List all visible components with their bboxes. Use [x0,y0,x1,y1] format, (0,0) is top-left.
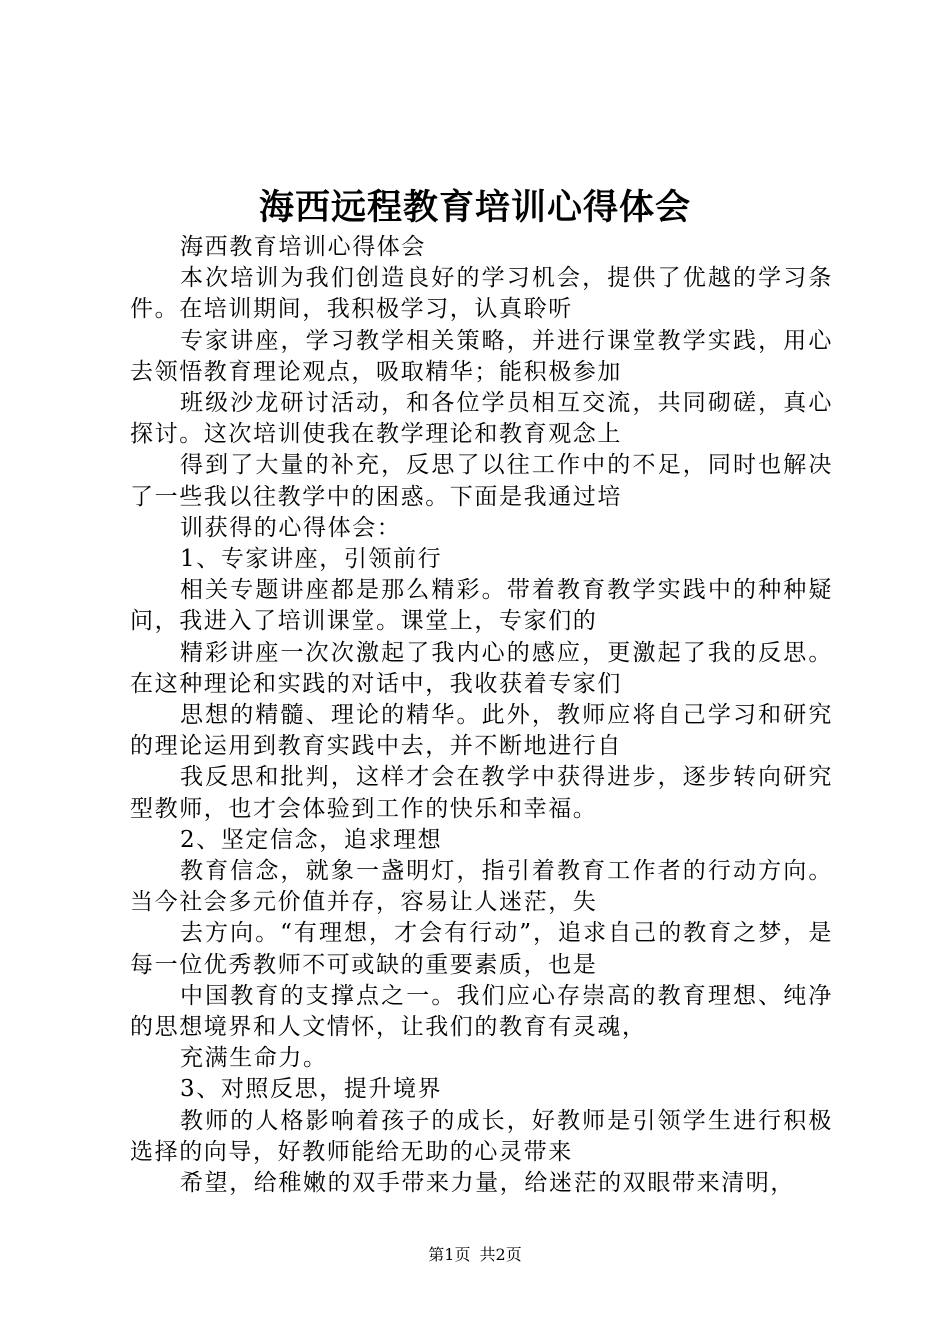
paragraph: 去方向。“有理想，才会有行动”，追求自己的教育之梦，是每一位优秀教师不可或缺的重要素质，也是 [130,920,833,978]
paragraph: 得到了大量的补充，反思了以往工作中的不足，同时也解决了一些我以往教学中的困惑。下面是我通过培 [130,452,833,510]
paragraph: 班级沙龙研讨活动，和各位学员相互交流，共同砌磋，真心探讨。这次培训使我在教学理论和教育观念上 [130,390,833,448]
section-heading: 1、专家讲座，引领前行 [180,546,443,573]
page-total: 共2页 [479,1245,522,1264]
section-heading: 2、坚定信念，追求理想 [180,826,443,853]
page-footer [0,1244,950,1266]
paragraph: 我反思和批判，这样才会在教学中获得进步，逐步转向研究型教师，也才会体验到工作的快乐和幸福。 [130,764,833,822]
paragraph: 教育信念，就象一盏明灯，指引着教育工作者的行动方向。当今社会多元价值并存，容易让人迷茫，失 [130,858,833,916]
paragraph: 中国教育的支撑点之一。我们应心存崇高的教育理想、纯净的思想境界和人文情怀，让我们的教育有灵魂， [130,982,833,1041]
paragraph: 教师的人格影响着孩子的成长，好教师是引领学生进行积极选择的向导，好教师能给无助的心灵带来 [130,1107,833,1165]
paragraph: 充满生命力。 [180,1045,328,1072]
paragraph: 精彩讲座一次次激起了我内心的感应，更激起了我的反思。在这种理论和实践的对话中，我收获着专家们 [130,639,833,697]
paragraph: 相关专题讲座都是那么精彩。带着教育教学实践中的种种疑问，我进入了培训课堂。课堂上，专家们的 [130,577,833,635]
paragraph: 海西教育培训心得体会 [180,234,426,260]
paragraph: 希望，给稚嫩的双手带来力量，给迷茫的双眼带来清明， [180,1170,795,1197]
paragraph: 本次培训为我们创造良好的学习机会，提供了优越的学习条件。在培训期间，我积极学习，认真聆听 [130,265,833,323]
paragraph: 专家讲座，学习教学相关策略，并进行课堂教学实践，用心去领悟教育理论观点，吸取精华；能积极参加 [130,327,833,385]
document-body [130,232,833,1199]
document-title: 海西远程教育培训心得体会 [258,187,691,228]
paragraph: 训获得的心得体会： [180,514,402,541]
paragraph: 思想的精髓、理论的精华。此外，教师应将自己学习和研究的理论运用到教育实践中去，并不断地进行自 [130,702,833,760]
section-heading: 3、对照反思，提升境界 [180,1076,443,1103]
page-number: 第1页 [428,1245,471,1264]
